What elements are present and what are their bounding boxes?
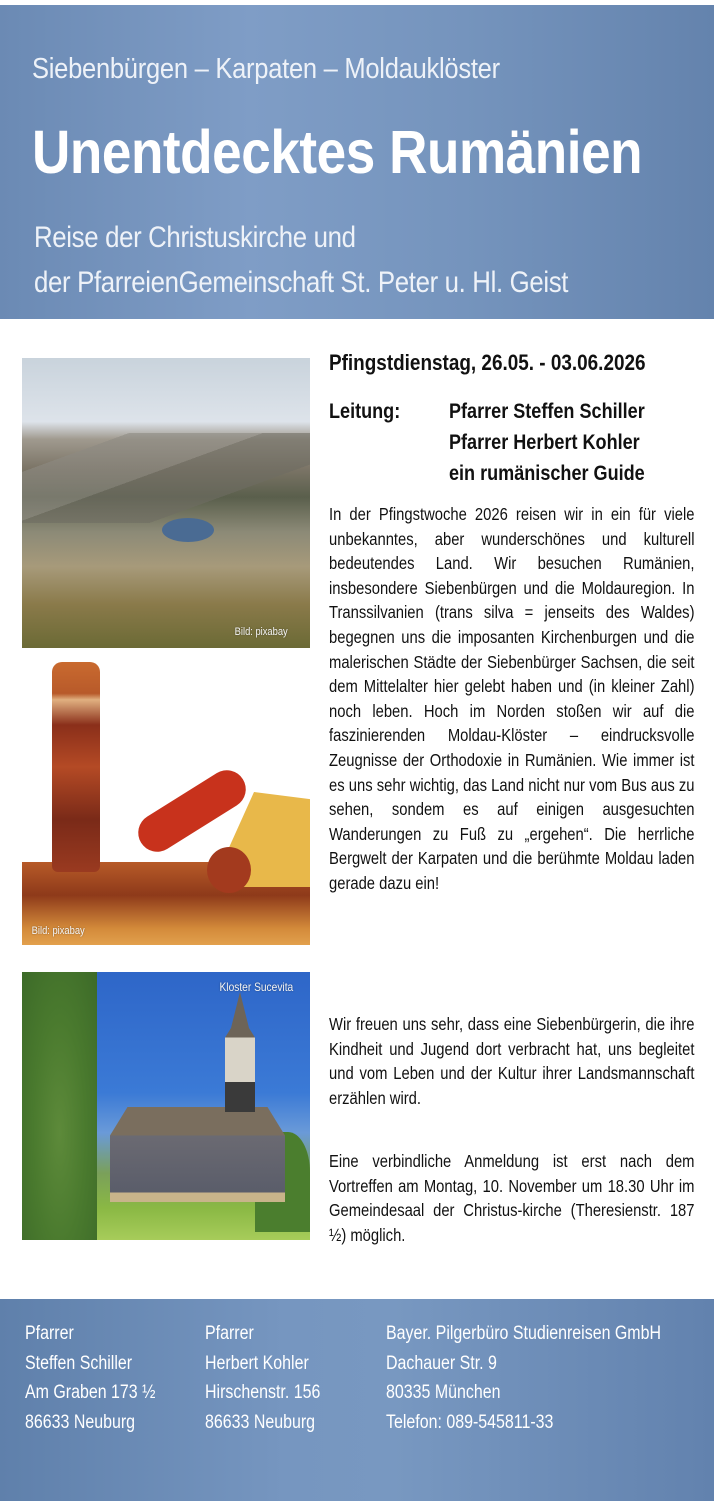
contact-line: Pfarrer	[205, 1323, 254, 1344]
contact-line: Hirschenstr. 156	[205, 1382, 321, 1403]
mountain-ridge-shape	[22, 433, 310, 523]
photo-credit: Bild: pixabay	[31, 925, 85, 937]
contact-line: Am Graben 173 ½	[25, 1382, 156, 1403]
contact-line: Steffen Schiller	[25, 1352, 133, 1374]
onion-shape	[207, 847, 251, 893]
photo-monastery	[22, 972, 310, 1240]
subtitle-line-1: Reise der Christuskirche und	[34, 221, 356, 254]
contact-line: Herbert Kohler	[205, 1352, 309, 1374]
guide-paragraph	[329, 1012, 695, 1110]
church-tower-shape	[225, 992, 255, 1112]
page-title: Unentdecktes Rumänien	[32, 118, 643, 186]
header-subtitle	[34, 215, 568, 305]
leader-item: ein rumänischer Guide	[449, 462, 645, 485]
subtitle-line-2: der PfarreienGemeinschaft St. Peter u. Hl. Geist	[34, 266, 569, 299]
leader-item: Pfarrer Steffen Schiller	[449, 400, 645, 423]
contact-line: 86633 Neuburg	[205, 1411, 316, 1433]
photo-mountains	[22, 358, 310, 648]
contact-schiller	[25, 1319, 155, 1437]
contact-line: 86633 Neuburg	[25, 1411, 136, 1433]
lake-shape	[162, 518, 214, 542]
description-text: In der Pfingstwoche 2026 reisen wir in ein für viele unbekanntes, aber wunderschönes und kulturell bedeutendes Land. Wir besuchen Rumänien, insbesondere Siebenbürgen und die Moldauregion. In Transsilvanien (trans silva = jenseits des Waldes) begegnen uns die imposanten Kirchenburgen und die malerischen Städte der Siebenbürger Sachsen, die seit dem Mittelalter hier gelebt haben und (in kleiner Zahl) noch leben. Hoch im Norden stoßen wir auf die faszinierenden Moldau-Klöster – eindrucksvolle Zeugnisse der Orthodoxie in Rumänien. Wie immer ist es uns sehr wichtig, das Land nicht nur vom Bus aus zu sehen, sondem es auf einigen ausgesuchten Wanderungen zu Fuß zu „ergehen“. Die herrliche Bergwelt der Karpaten und die berühmte Moldau laden gerade dazu ein!	[329, 504, 695, 893]
leadership-label: Leitung:	[329, 400, 401, 423]
photo-credit: Bild: pixabay	[234, 626, 288, 638]
tree-shape	[22, 972, 97, 1240]
contact-line: Bayer. Pilgerbüro Studienreisen GmbH	[386, 1323, 662, 1344]
description-paragraph	[329, 502, 695, 896]
contact-line: Pfarrer	[25, 1323, 74, 1344]
guide-text: Wir freuen uns sehr, dass eine Siebenbürgerin, die ihre Kindheit und Jugend dort verbracht hat, uns begleitet und vom Leben und der Kultur ihrer Landsmannschaft erzählen wird.	[329, 1014, 695, 1108]
registration-text: Eine verbindliche Anmeldung ist erst nach dem Vortreffen am Montag, 10. November um 18.30 Uhr im Gemeindesaal der Christus-kirche (Theresienstr. 187 ½) möglich.	[329, 1151, 695, 1245]
church-shape	[110, 1107, 285, 1202]
header-banner	[0, 5, 714, 319]
leader-item: Pfarrer Herbert Kohler	[449, 431, 640, 454]
contact-line: 80335 München	[386, 1382, 501, 1403]
header-kicker: Siebenbürgen – Karpaten – Moldauklöster	[32, 53, 500, 85]
contact-pilgerbuero	[386, 1319, 661, 1437]
contact-kohler	[205, 1319, 320, 1437]
contact-phone: Telefon: 089-545811-33	[386, 1411, 554, 1433]
photo-caption: Kloster Sucevita	[219, 980, 294, 994]
contact-line: Dachauer Str. 9	[386, 1352, 497, 1374]
leaders-list	[449, 396, 645, 489]
photo-food	[22, 662, 310, 945]
registration-paragraph	[329, 1149, 695, 1247]
trip-date: Pfingstdienstag, 26.05. - 03.06.2026	[329, 350, 646, 375]
painted-bottle-shape	[52, 662, 100, 872]
footer-contacts	[0, 1299, 714, 1501]
